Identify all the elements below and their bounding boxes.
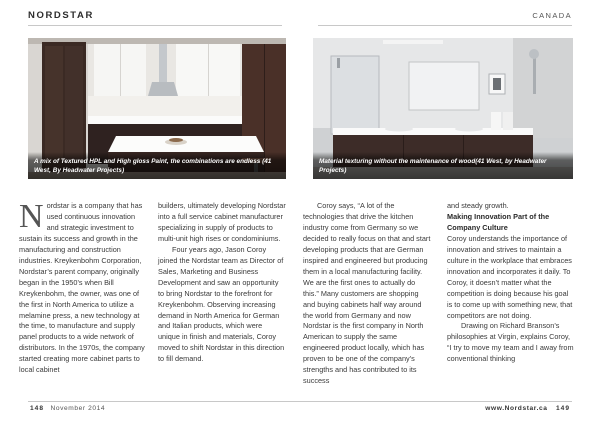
country-label: CANADA <box>532 11 572 20</box>
page-number-left: 148 <box>30 405 45 412</box>
footer-left <box>30 405 105 412</box>
kitchen-photo <box>28 38 286 179</box>
website-link: www.Nordstar.ca <box>485 405 548 412</box>
article-column-2 <box>158 201 286 365</box>
section-heading: Making Innovation Part of the Company Culture <box>447 211 550 232</box>
bathroom-photo <box>313 38 573 179</box>
column-1-text: ordstar is a company that has used continuous innovation and strategic investment to sustain its success and growth in the manufacturing and construction industries. Kreykenbohm Corporation, Nordstar’s parent company, originally began in the 1950’s when Bill Kreykenbohm, the owner, was one of the first in North America to utilize a melamine press, a new technology at the time, to manufacture and supply panel products to a wide network of distributors. In the 1970s, the company started creating more cabinet parts to local cabinet <box>19 201 145 375</box>
column-3-paragraph: Coroy says, “A lot of the technologies that drive the kitchen industry come from Germany so we decided to really focus on that and start developing products that are German inspired and engineered but producing them in a local manufacturing facility. We are the first ones to actually do this.” Many customers are shopping and buying cabinets half way around the world from Germany and now Nordstar is the first company in North American to supply the same engineered product locally, which has proven to be one of the company’s strengths and has contributed to its success <box>303 201 431 386</box>
column-4-paragraph-1: and steady growth. <box>447 201 509 210</box>
page-header <box>0 0 600 30</box>
photo-caption: Material texturing without the maintenance of wood(41 West, by Headwater Projects) <box>313 152 573 179</box>
issue-date: November 2014 <box>50 405 106 412</box>
article-column-3 <box>303 201 431 387</box>
column-4-paragraph-2: Coroy understands the importance of innovation and strives to maintain a culture in the workplace that embraces innovation and incorporates it daily. To Coroy, it doesn’t matter what the competition is doing because his goal is to come up with something new, that competitors are not doing. <box>447 233 573 320</box>
footer-rule <box>28 401 572 402</box>
footer-right <box>485 405 570 412</box>
column-2-paragraph-1: builders, ultimately developing Nordstar into a full service cabinet manufacturer specializing in supply of products to multi-unit high rises or condominiums. <box>158 201 286 243</box>
page-number-right: 149 <box>555 405 570 412</box>
article-column-1 <box>19 198 147 376</box>
brand-name: NORDSTAR <box>28 10 94 21</box>
photo-caption: A mix of Textured HPL and High gloss Paint, the combinations are endless (41 West, By Headwater Projects) <box>28 152 286 179</box>
column-2-paragraph-2: Four years ago, Jason Coroy joined the Nordstar team as Director of Sales, Marketing and Business Development and saw an opportunity to bring Nordstar to the forefront for Kreykenbohm. Observing increasing demand in North America for German and Italian products, which were unique in finish and materials, Coroy moved to shift Nordstar in this direction to fill demand. <box>158 244 285 364</box>
article-column-4 <box>447 201 575 365</box>
gutter-gap <box>282 25 318 26</box>
column-4-paragraph-3: Drawing on Richard Branson’s philosophies at Virgin, explains Coroy, “I try to move my team and I away from conventional thinking <box>447 321 574 364</box>
drop-cap: N <box>19 198 44 235</box>
